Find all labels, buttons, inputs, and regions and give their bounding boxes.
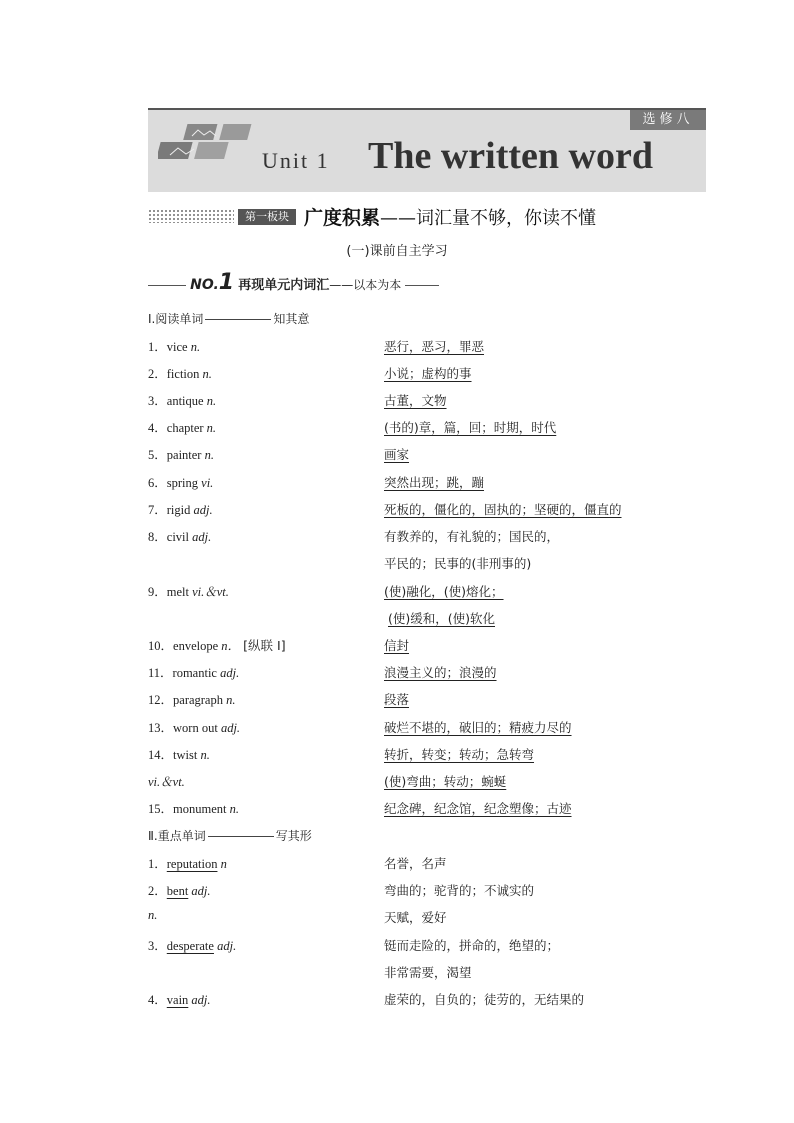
block-title-rest: ——词汇量不够，你读不懂 — [380, 208, 597, 229]
vocab-meaning: 信封 — [384, 638, 410, 653]
key-word-meaning: 弯曲的；驼背的；不诚实的 — [384, 883, 535, 898]
vocab-meaning: 突然出现；跳，蹦 — [384, 475, 485, 490]
elective-tag: 选修八 — [630, 110, 706, 130]
vocab-word: 2．fiction n. — [148, 367, 212, 381]
vocab-meaning: 古董，文物 — [384, 393, 447, 408]
vocab-word: 8．civil adj. — [148, 530, 212, 544]
key-word-meaning-continued: 非常需要，渴望 — [384, 965, 472, 980]
no-header-sub: ——以本为本 — [329, 278, 402, 292]
key-word: 2．bent adj. — [148, 884, 211, 898]
block-title — [304, 203, 596, 230]
vocab-meaning: 死板的，僵化的，固执的；坚硬的，僵直的 — [384, 502, 622, 517]
part2-heading: Ⅱ.重点单词 写其形 — [148, 829, 312, 843]
vocab-word: 3．antique n. — [148, 394, 217, 408]
vocab-meaning-continued: 平民的；民事的(非刑事的) — [384, 556, 532, 571]
no-header-text: 再现单元内词汇 — [238, 278, 330, 293]
vocab-word: 5．painter n. — [148, 448, 214, 462]
unit-title: The written word — [368, 135, 653, 177]
part1-heading: Ⅰ.阅读单词 知其意 — [148, 312, 310, 326]
vocab-word: 9．melt vi.＆vt. — [148, 585, 229, 599]
vocab-word: 6．spring vi. — [148, 476, 214, 490]
unit-number: Unit 1 — [262, 148, 330, 173]
vocab-word: 1．vice n. — [148, 340, 201, 354]
section-header — [148, 205, 668, 229]
vocab-word: 12．paragraph n. — [148, 693, 236, 707]
key-word-meaning-continued: 天赋，爱好 — [384, 910, 447, 925]
vocab-meaning: 有教养的，有礼貌的；国民的， — [384, 529, 560, 544]
vocab-word: 4．chapter n. — [148, 421, 217, 435]
vocab-word: 11．romantic adj. — [148, 666, 240, 680]
dotted-decoration — [148, 209, 234, 223]
key-word: 4．vain adj. — [148, 993, 211, 1007]
key-word: 1．reputation n — [148, 857, 227, 871]
vocab-meaning: 小说；虚构的事 — [384, 366, 472, 381]
heading-line — [208, 836, 274, 837]
vocab-meaning: 破烂不堪的，破旧的；精疲力尽的 — [384, 720, 572, 735]
vocab-meaning-continued: (使)弯曲；转动；蜿蜒 — [384, 774, 507, 789]
left-rule — [148, 285, 186, 286]
vocab-word: 14．twist n. — [148, 748, 210, 762]
vocab-meaning: 恶行，恶习，罪恶 — [384, 339, 485, 354]
vocab-meaning: 段落 — [384, 692, 410, 707]
vocab-meaning: 画家 — [384, 447, 410, 462]
no1-header — [148, 270, 468, 294]
vocab-pos-continued: vi.＆vt. — [148, 775, 185, 789]
banner-photos-decoration — [158, 122, 253, 162]
vocab-meaning-continued: (使)缓和，(使)软化 — [388, 611, 496, 626]
vocab-word: 10．envelope n． [纵联 Ⅰ] — [148, 638, 286, 653]
key-word: 3．desperate adj. — [148, 939, 237, 953]
vocab-meaning: (使)融化，(使)熔化； — [384, 584, 504, 599]
vocab-word: 15．monument n. — [148, 802, 239, 816]
key-word-meaning: 虚荣的，自负的；徒劳的，无结果的 — [384, 992, 585, 1007]
key-word-meaning: 铤而走险的，拼命的，绝望的； — [384, 938, 560, 953]
right-rule — [405, 285, 439, 286]
vocab-meaning: (书的)章，篇，回；时期，时代 — [384, 420, 557, 435]
no-label: NO. — [190, 277, 219, 293]
vocab-word: 13．worn out adj. — [148, 721, 241, 735]
no-number: 1 — [218, 270, 235, 295]
unit-banner — [148, 108, 706, 192]
key-word-meaning: 名誉，名声 — [384, 856, 447, 871]
key-word-pos-continued: n. — [148, 908, 158, 922]
block-badge: 第一板块 — [238, 209, 296, 225]
vocab-word: 7．rigid adj. — [148, 503, 213, 517]
vocab-meaning: 浪漫主义的；浪漫的 — [384, 665, 497, 680]
vocab-meaning: 转折，转变；转动；急转弯 — [384, 747, 535, 762]
section-subtitle: (一)课前自主学习 — [346, 244, 448, 259]
block-title-bold: 广度积累 — [304, 207, 381, 229]
heading-line — [205, 319, 271, 320]
vocab-meaning: 纪念碑，纪念馆，纪念塑像；古迹 — [384, 801, 572, 816]
